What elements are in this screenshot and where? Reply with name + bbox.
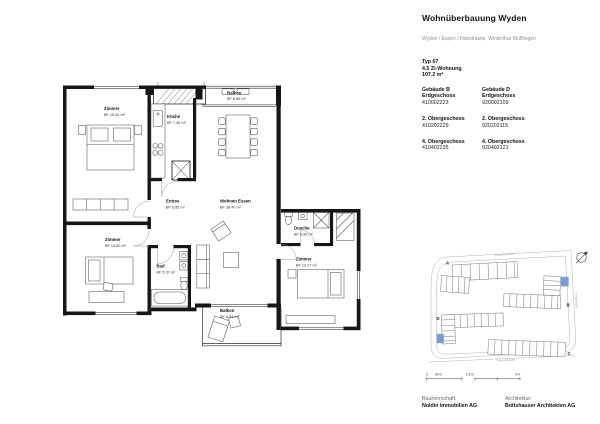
north-arrow-icon	[576, 251, 588, 263]
room-area-balkon-top: BF 6.65 m²	[227, 97, 246, 101]
room-label-balkon-top: Balkon	[227, 90, 242, 96]
room-area-kueche: BF 7.40 m²	[167, 120, 186, 125]
floor-label: Erdgeschoss	[422, 93, 456, 100]
building-name: Gebäude D	[482, 87, 510, 93]
room-area-bad: BF 5.37 m²	[156, 270, 176, 275]
footer-client	[422, 396, 477, 410]
site-buildings	[441, 262, 566, 357]
building-label-d: D	[436, 316, 440, 321]
client-name: Noldin Immobilien AG	[422, 402, 478, 409]
apartment-listings	[422, 87, 542, 162]
building-c	[488, 340, 566, 357]
architect-name: Boltshauser Architekten AG	[505, 402, 576, 409]
floor-label: Erdgeschoss	[482, 93, 516, 100]
unit-type: Typ 67	[422, 59, 439, 65]
building-label-c: C	[567, 351, 571, 356]
floor-label: 4. Obergeschoss	[422, 139, 465, 146]
room-label-balkon-bottom: Balkon	[220, 308, 235, 313]
building-label-a: A	[446, 260, 450, 266]
furniture	[73, 89, 354, 342]
building-name: Gebäude B	[422, 87, 450, 93]
unit-info	[422, 59, 462, 79]
site-plan	[425, 248, 595, 390]
floor-label: 2. Obergeschoss	[482, 116, 525, 123]
room-label-wohnen-essen: Wohnen Essen	[220, 198, 251, 204]
floor-label: 4. Obergeschoss	[482, 139, 525, 146]
listing-entry	[482, 116, 542, 129]
room-area-wohnen-essen: BF 38.40 m²	[220, 205, 241, 210]
listing-entry	[482, 93, 542, 106]
footer-architect	[505, 396, 575, 410]
room-area-zimmer-1: BF 15.40 m²	[104, 112, 125, 117]
listing-entry	[482, 139, 542, 152]
unit-area: 107.2 m²	[422, 72, 444, 79]
listing-entry	[422, 139, 482, 152]
listing-column-building-b	[422, 87, 482, 162]
apartment-number: 920202115	[482, 122, 509, 129]
scale-label-2-5m: 2.5 m	[466, 372, 474, 377]
street-label-top: Wydenstrasse	[494, 251, 515, 257]
street-label-bottom: Espenstrasse	[496, 357, 516, 363]
apartment-number: 410002223	[422, 99, 449, 106]
room-area-zimmer-3: BF 13.17 m²	[296, 263, 317, 268]
room-label-kueche: Küche	[167, 114, 181, 119]
unit-marker-b	[561, 277, 569, 287]
unit-rooms: 4.5 Zi-Wohnung	[422, 65, 462, 72]
listing-column-building-d	[482, 87, 542, 162]
scale-bar	[427, 373, 521, 381]
listing-entry	[422, 93, 482, 106]
floor-label: 2. Obergeschoss	[422, 116, 465, 123]
apartment-number: 920402121	[482, 145, 509, 152]
room-label-zimmer-1: Zimmer	[104, 106, 120, 111]
room-label-zimmer-2: Zimmer	[105, 237, 121, 242]
room-label-bad: Bad	[156, 263, 165, 269]
architect-label: Architektur:	[505, 396, 532, 402]
apartment-number: 410202229	[422, 122, 449, 129]
room-label-dusche: Dusche	[294, 225, 310, 231]
client-label: Bauherrschaft:	[422, 396, 457, 402]
room-label-zimmer-3: Zimmer	[296, 256, 312, 262]
room-area-zimmer-2: BF 14.60 m²	[105, 243, 126, 248]
room-area-entree: BF 5.85 m²	[166, 205, 185, 210]
shaft	[172, 161, 190, 180]
page-title: Wohnüberbauung Wyden	[422, 13, 527, 23]
street-label-right: Hobstrasse	[574, 292, 579, 309]
scale-label-zero: 0	[426, 372, 429, 377]
room-area-dusche: BF 3.95 m²	[294, 232, 313, 237]
apartment-number: 410402235	[422, 145, 449, 152]
floor-plan	[60, 82, 364, 350]
room-labels	[104, 91, 318, 319]
unit-marker-d	[437, 334, 444, 343]
apartment-number: 920002109	[482, 99, 509, 106]
scale-label-50m: 50 m	[435, 372, 443, 377]
room-area-balkon-bottom: BF 6.83 m²	[220, 314, 239, 319]
page-subtitle: Wyden / Espen / Hobstrasse, Winterthur Wülflingen	[422, 36, 536, 42]
room-label-entree: Entree	[166, 198, 180, 204]
scale-label-5m: 5 m	[515, 372, 521, 377]
building-label-b: B	[566, 302, 570, 308]
listing-entry	[422, 116, 482, 129]
